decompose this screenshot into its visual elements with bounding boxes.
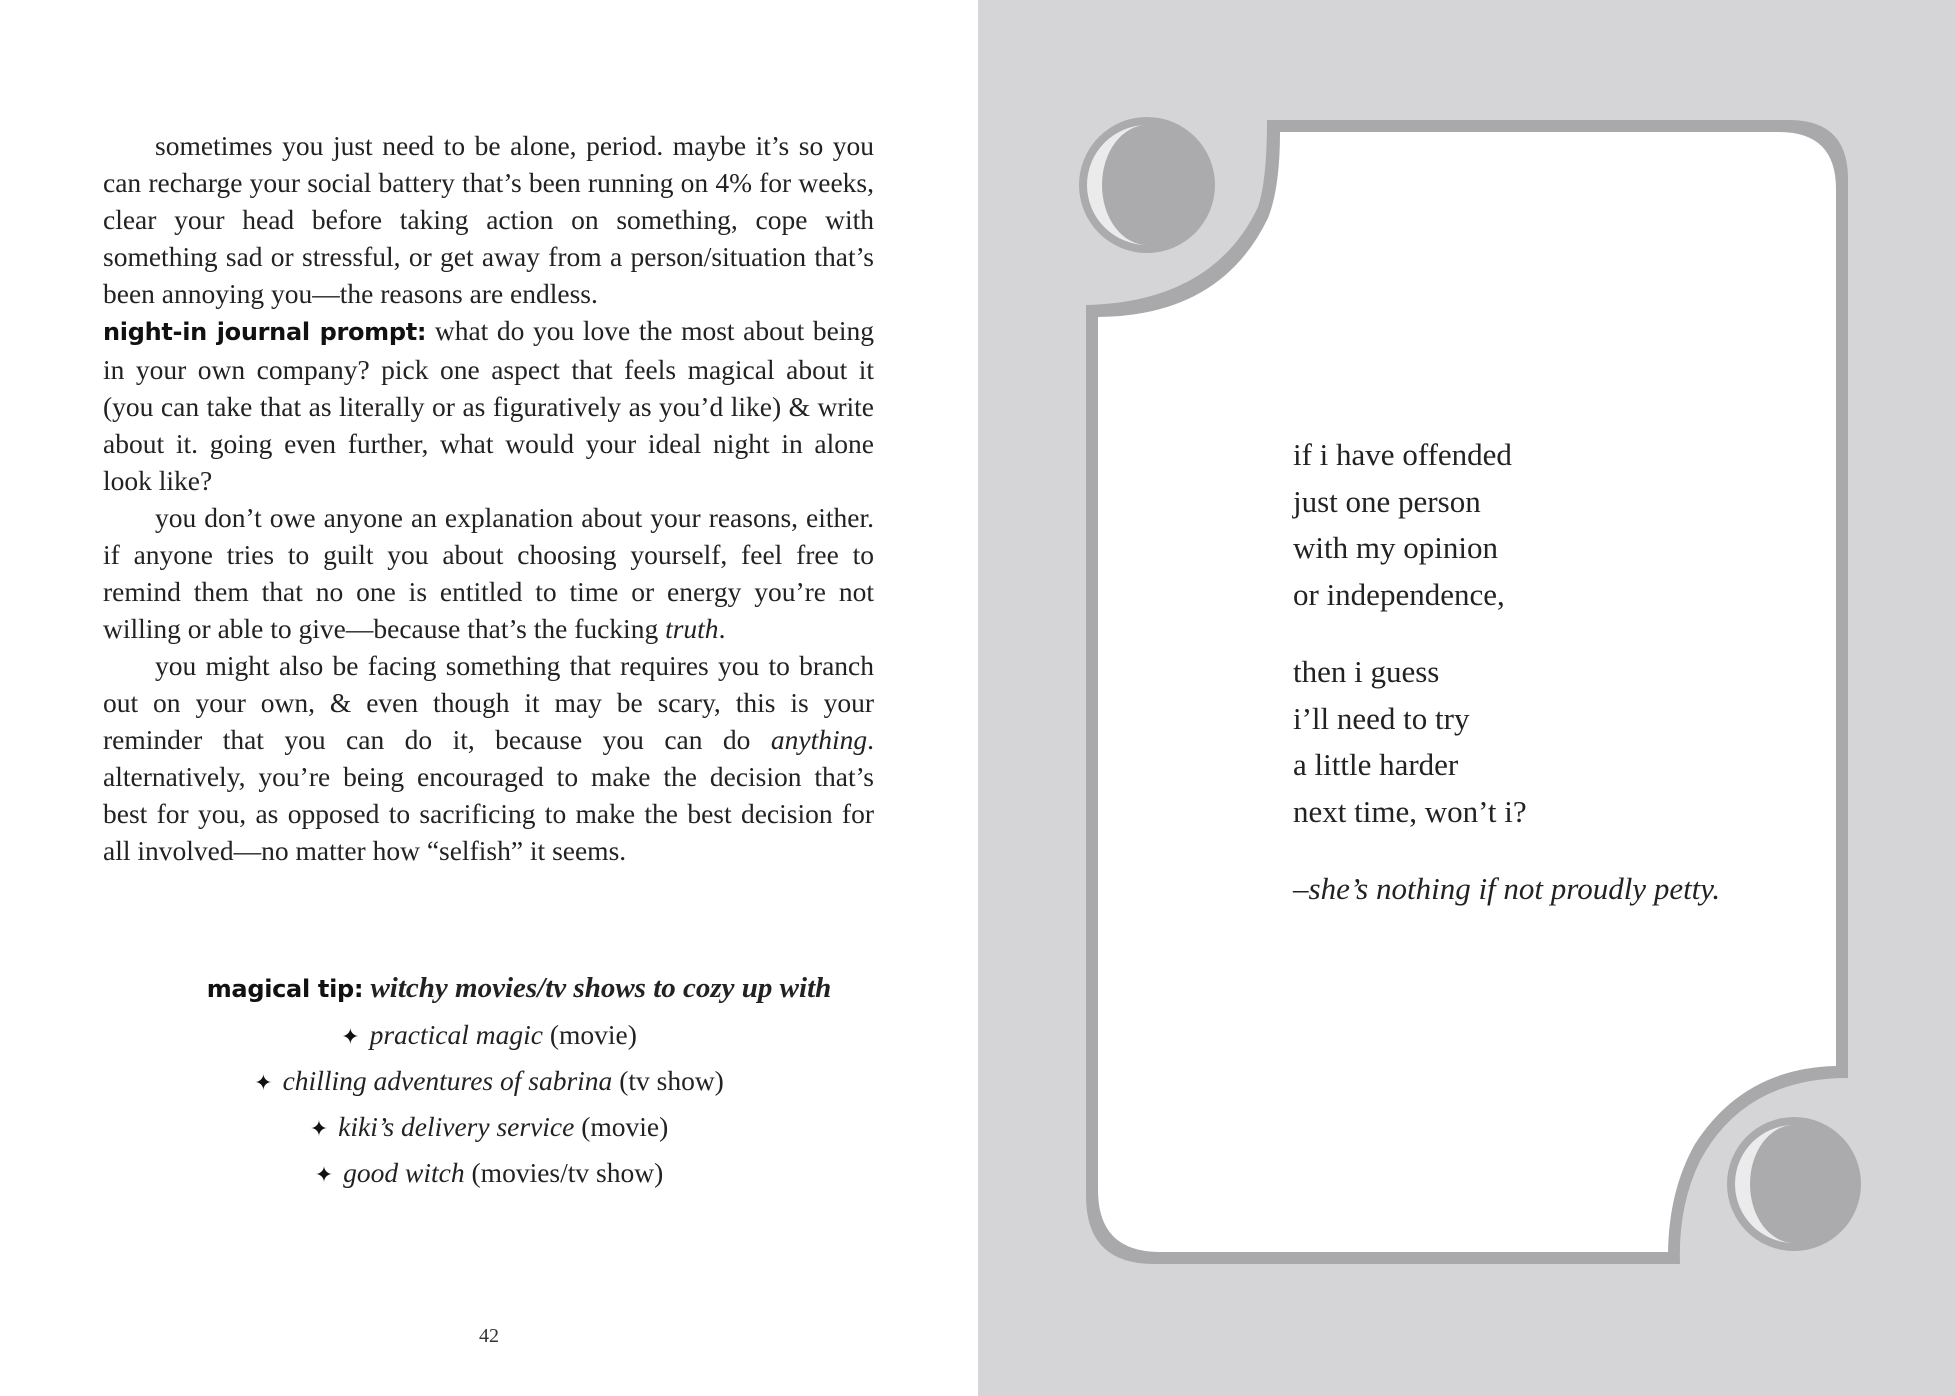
sparkle-icon: ✦ — [314, 1163, 334, 1188]
poem-line: or independence, — [1293, 576, 1505, 612]
emphasis-truth: truth — [665, 613, 719, 644]
paragraph-branch-out-end: . alternatively, you’re being encouraged to make the decision that’s best for you, as opposed to sacrificing to make the best decision for all involved—no matter how “selfish” it seems. — [103, 724, 874, 866]
poem-line: then i guess — [1293, 654, 1440, 689]
sparkle-icon: ✦ — [341, 1025, 360, 1050]
list-item-title: practical magic — [369, 1019, 543, 1050]
poem-stanza-2 — [1293, 649, 1720, 835]
paragraph-branch-out-text: you might also be facing something that requires you to branch out on your own, & even though it may be scary, this is your reminder that you can do it, because you can do — [103, 650, 874, 755]
poem-line: a little harder — [1293, 747, 1459, 782]
magical-tip-title: witchy movies/tv shows to cozy up with — [363, 972, 832, 1004]
sparkle-icon: ✦ — [309, 1117, 329, 1142]
journal-prompt-label: night-in journal prompt: — [103, 318, 427, 346]
list-item-type: (movie) — [542, 1019, 637, 1050]
list-item-title: good witch — [343, 1157, 465, 1188]
poem-line: with my opinion — [1293, 530, 1498, 565]
poem-line: just one person — [1293, 483, 1481, 519]
poem-signature: –she’s nothing if not proudly petty. — [1293, 871, 1721, 906]
poem-line: if i have offended — [1293, 437, 1512, 472]
paragraph-explanation-text: you don’t owe anyone an explanation about your reasons, either. if anyone tries to guilt you about choosing yourself, feel free to remind them that no one is entitled to time or energy you’re not willing or able to give—because that’s the fucking — [103, 502, 874, 644]
sparkle-icon: ✦ — [254, 1071, 273, 1096]
list-item-title: chilling adventures of sabrina — [282, 1065, 613, 1096]
poem-stanza-1 — [1293, 432, 1720, 618]
crescent-moon-icon — [1727, 1117, 1861, 1251]
page-number: 42 — [479, 1325, 499, 1347]
poem-line: i’ll need to try — [1293, 700, 1470, 736]
crescent-moon-icon — [1079, 117, 1215, 253]
list-item-type: (movie) — [574, 1111, 669, 1142]
poem-line: next time, won’t i? — [1293, 793, 1527, 829]
list-item-type: (movies/tv show) — [464, 1157, 664, 1188]
magical-tip-label: magical tip: — [206, 975, 364, 1003]
paragraph-alone: sometimes you just need to be alone, period. maybe it’s so you can recharge your social battery that’s been running on 4% for weeks, clear your head before taking action on something, cope with something sad or stressful, or get away from a person/situation that’s been annoying you—the reasons are endless. — [103, 130, 874, 309]
paragraph-explanation-end: . — [718, 613, 726, 644]
list-item-title: kiki’s delivery service — [338, 1111, 575, 1142]
list-item-type: (tv show) — [612, 1065, 724, 1096]
poem — [1293, 432, 1720, 913]
emphasis-anything: anything — [770, 724, 868, 755]
journal-prompt-text: what do you love the most about being in your own company? pick one aspect that feels magical about it (you can take that as literally or as figuratively as you’d like) & write about it. going even further, what would your ideal night in alone look like? — [103, 315, 874, 496]
